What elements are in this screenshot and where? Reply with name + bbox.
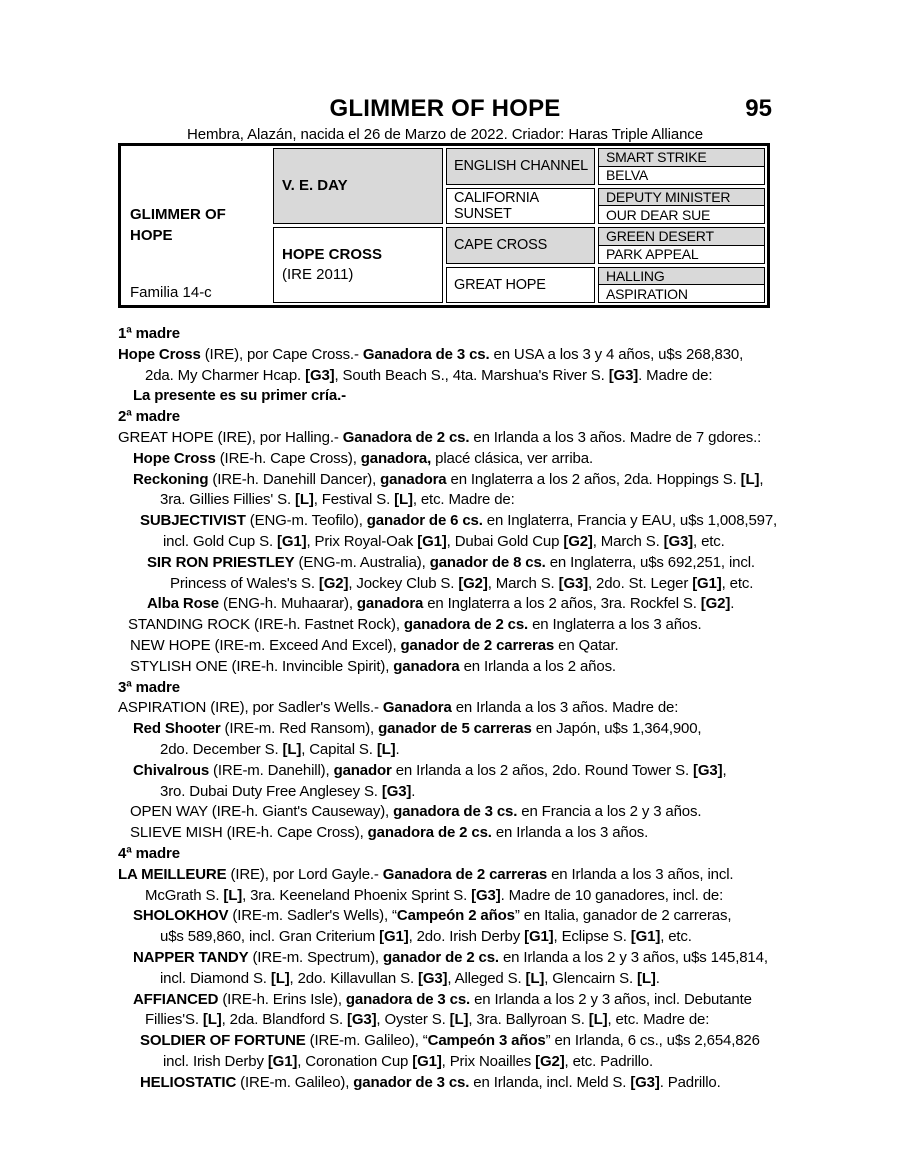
- grandparent-cell: GREAT HOPE: [446, 267, 595, 304]
- ancestor-cell: DEPUTY MINISTER: [599, 189, 764, 207]
- great-grandparents-column: [598, 146, 767, 305]
- text-line: incl. Gold Cup S. [G1], Prix Royal-Oak [G1], Dubai Gold Cup [G2], March S. [G3], etc.: [163, 532, 725, 550]
- ancestor-cell: SMART STRIKE: [599, 149, 764, 167]
- dam-name: HOPE CROSS: [282, 246, 383, 263]
- ancestor-pair: [598, 227, 765, 264]
- sire-name: V. E. DAY: [282, 177, 348, 194]
- ancestor-pair: [598, 267, 765, 304]
- subject-name: GLIMMER OF HOPE: [130, 206, 226, 244]
- text-line: AFFIANCED (IRE-h. Erins Isle), ganadora de 3 cs. en Irlanda a los 2 y 3 años, incl. Debutante: [133, 990, 752, 1008]
- subject-column: [121, 146, 273, 305]
- grandparent-cell: CAPE CROSS: [446, 227, 595, 264]
- text-line: NAPPER TANDY (IRE-m. Spectrum), ganador de 2 cs. en Irlanda a los 2 y 3 años, u$s 145,814,: [133, 948, 768, 966]
- ancestor-pair: [598, 148, 765, 185]
- text-line: incl. Diamond S. [L], 2do. Killavullan S. [G3], Alleged S. [L], Glencairn S. [L].: [160, 969, 660, 987]
- grandparent-cell: CALIFORNIA SUNSET: [446, 188, 595, 225]
- text-line: ASPIRATION (IRE), por Sadler's Wells.- Ganadora en Irlanda a los 3 años. Madre de:: [118, 699, 679, 717]
- ancestor-cell: HALLING: [599, 268, 764, 286]
- text-line: SIR RON PRIESTLEY (ENG-m. Australia), ganador de 8 cs. en Inglaterra, u$s 692,251, incl.: [147, 553, 755, 571]
- pedigree-table: [118, 143, 770, 308]
- sire-cell: [273, 148, 443, 224]
- grandparents-column: [446, 146, 598, 305]
- text-line: 3ª madre: [118, 678, 180, 696]
- ancestor-pair: [598, 188, 765, 225]
- ancestor-cell: BELVA: [606, 167, 649, 184]
- text-line: Red Shooter (IRE-m. Red Ransom), ganador de 5 carreras en Japón, u$s 1,364,900,: [133, 720, 702, 738]
- grandparent-cell: ENGLISH CHANNEL: [446, 148, 595, 185]
- text-line: McGrath S. [L], 3ra. Keeneland Phoenix Sprint S. [G3]. Madre de 10 ganadores, incl. de:: [145, 886, 724, 904]
- text-line: 3ro. Dubai Duty Free Anglesey S. [G3].: [160, 782, 416, 800]
- page-header: [118, 94, 772, 143]
- text-line: SOLDIER OF FORTUNE (IRE-m. Galileo), “Campeón 3 años” en Irlanda, 6 cs., u$s 2,654,826: [140, 1032, 760, 1050]
- ancestor-cell: ASPIRATION: [606, 285, 688, 302]
- text-line: La presente es su primer cría.-: [133, 387, 346, 405]
- text-line: Hope Cross (IRE), por Cape Cross.- Ganadora de 3 cs. en USA a los 3 y 4 años, u$s 268,830,: [118, 345, 744, 363]
- text-line: SLIEVE MISH (IRE-h. Cape Cross), ganadora de 2 cs. en Irlanda a los 3 años.: [130, 824, 649, 842]
- text-line: GREAT HOPE (IRE), por Halling.- Ganadora de 2 cs. en Irlanda a los 3 años. Madre de 7 gdores.:: [118, 428, 762, 446]
- text-line: NEW HOPE (IRE-m. Exceed And Excel), ganador de 2 carreras en Qatar.: [130, 636, 619, 654]
- page-title: GLIMMER OF HOPE: [329, 95, 561, 122]
- text-line: Chivalrous (IRE-m. Danehill), ganador en Irlanda a los 2 años, 2do. Round Tower S. [G3],: [133, 761, 727, 779]
- family-label: Familia 14-c: [130, 284, 212, 301]
- text-line: HELIOSTATIC (IRE-m. Galileo), ganador de 3 cs. en Irlanda, incl. Meld S. [G3]. Padrillo.: [140, 1073, 721, 1091]
- text-line: SHOLOKHOV (IRE-m. Sadler's Wells), “Campeón 2 años” en Italia, ganador de 2 carreras,: [133, 907, 732, 925]
- ancestor-cell: PARK APPEAL: [606, 246, 699, 263]
- text-line: STANDING ROCK (IRE-h. Fastnet Rock), ganadora de 2 cs. en Inglaterra a los 3 años.: [128, 616, 702, 634]
- parents-column: [273, 146, 446, 305]
- text-line: SUBJECTIVIST (ENG-m. Teofilo), ganador de 6 cs. en Inglaterra, Francia y EAU, u$s 1,008,597,: [140, 512, 778, 530]
- ancestor-cell: GREEN DESERT: [599, 228, 764, 246]
- text-line: OPEN WAY (IRE-h. Giant's Causeway), ganadora de 3 cs. en Francia a los 2 y 3 años.: [130, 803, 702, 821]
- title-row: [118, 94, 772, 124]
- text-line: 2do. December S. [L], Capital S. [L].: [160, 740, 400, 758]
- dam-cell: [273, 227, 443, 303]
- text-line: Reckoning (IRE-h. Danehill Dancer), ganadora en Inglaterra a los 2 años, 2da. Hoppings S. [L],: [133, 470, 764, 488]
- page-number: 95: [745, 95, 772, 122]
- dam-detail: (IRE 2011): [282, 266, 354, 283]
- text-line: 1ª madre: [118, 325, 180, 342]
- text-line: Alba Rose (ENG-h. Muhaarar), ganadora en Inglaterra a los 2 años, 3ra. Rockfel S. [G2].: [147, 595, 735, 613]
- text-line: Princess of Wales's S. [G2], Jockey Club S. [G2], March S. [G3], 2do. St. Leger [G1], etc.: [170, 574, 754, 592]
- text-line: 2ª madre: [118, 408, 180, 426]
- birth-info: Hembra, Alazán, nacida el 26 de Marzo de 2022. Criador: Haras Triple Alliance: [187, 126, 703, 143]
- text-line: u$s 589,860, incl. Gran Criterium [G1], 2do. Irish Derby [G1], Eclipse S. [G1], etc.: [160, 928, 692, 946]
- text-line: Fillies'S. [L], 2da. Blandford S. [G3], Oyster S. [L], 3ra. Ballyroan S. [L], etc. Madre de:: [145, 1011, 710, 1029]
- text-line: 4ª madre: [118, 844, 180, 862]
- text-line: 2da. My Charmer Hcap. [G3], South Beach S., 4ta. Marshua's River S. [G3]. Madre de:: [145, 366, 713, 384]
- text-line: 3ra. Gillies Fillies' S. [L], Festival S. [L], etc. Madre de:: [160, 491, 515, 509]
- text-line: STYLISH ONE (IRE-h. Invincible Spirit), ganadora en Irlanda a los 2 años.: [130, 657, 616, 675]
- ancestor-cell: OUR DEAR SUE: [606, 206, 711, 223]
- text-line: LA MEILLEURE (IRE), por Lord Gayle.- Ganadora de 2 carreras en Irlanda a los 3 años, incl.: [118, 865, 734, 883]
- text-line: Hope Cross (IRE-h. Cape Cross), ganadora, placé clásica, ver arriba.: [133, 449, 593, 467]
- text-line: incl. Irish Derby [G1], Coronation Cup [G1], Prix Noailles [G2], etc. Padrillo.: [163, 1052, 654, 1070]
- pedigree-text: [118, 324, 858, 1093]
